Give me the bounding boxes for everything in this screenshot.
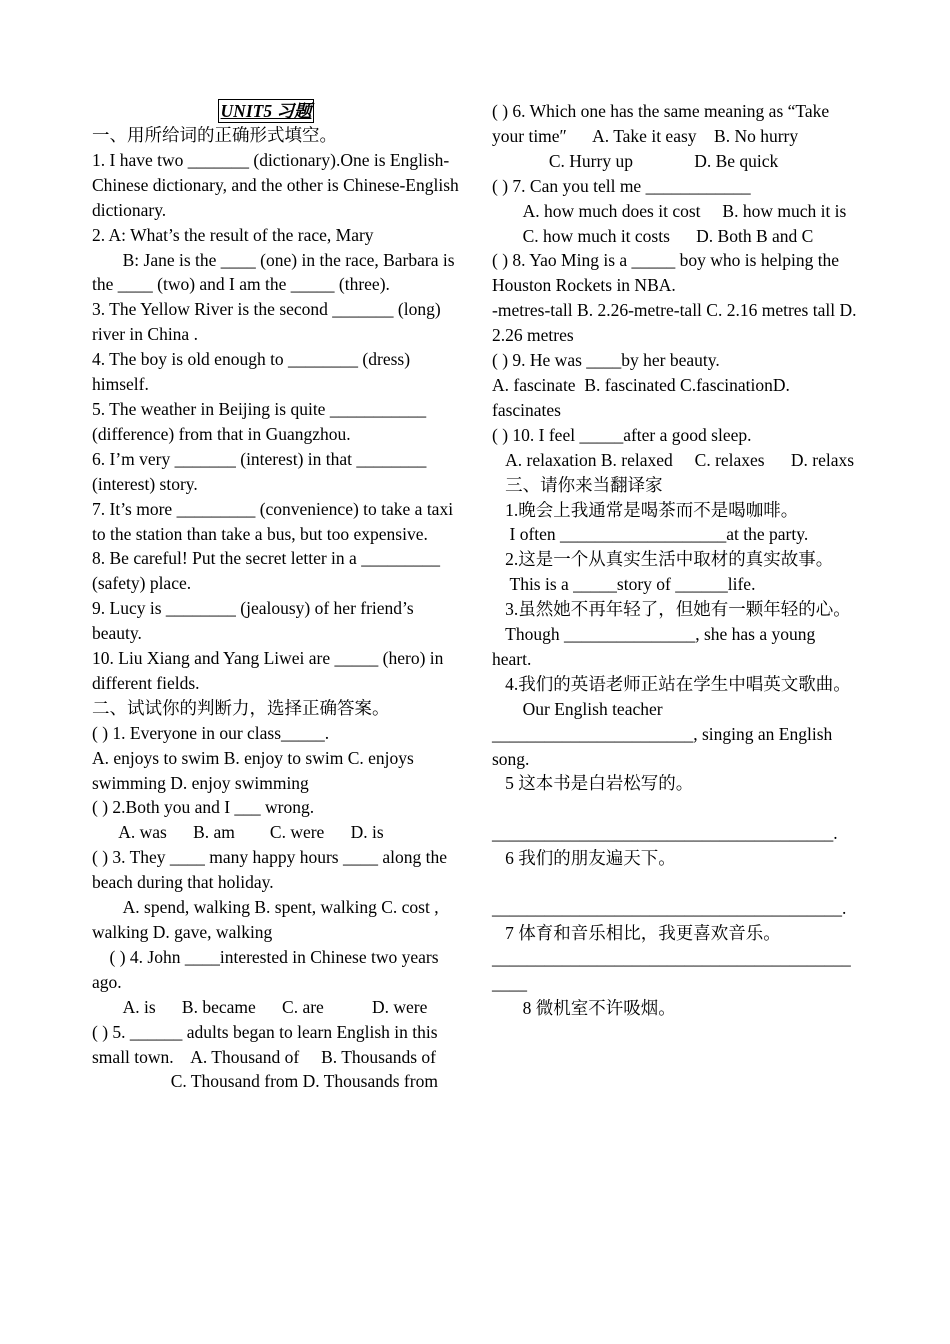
- question-2-3-options: A. spend, walking B. spent, walking C. cost , walking D. gave, walking: [92, 897, 443, 942]
- question-2-8: ( ) 8. Yao Ming is a _____ boy who is helping the Houston Rockets in NBA.: [492, 250, 844, 296]
- translation-1-english: I often ___________________at the party.: [492, 524, 809, 545]
- spacer: [492, 871, 857, 896]
- question-2-6: ( ) 6. Which one has the same meaning as “Take your time″ A. Take it easy B. No hurry: [492, 101, 834, 146]
- question-2-9: ( ) 9. He was ____by her beauty.: [492, 350, 720, 371]
- title-container: [92, 99, 440, 123]
- section-1-heading: 一、用所给词的正确形式填空。: [92, 125, 337, 145]
- question-2-7-options-b: C. how much it costs D. Both B and C: [492, 225, 814, 246]
- question-2-5: ( ) 5. ______ adults began to learn English in this small town. A. Thousand of B. Thousands of: [92, 1021, 442, 1067]
- translation-2-english: This is a _____story of ______life.: [492, 574, 756, 595]
- section-3-heading: 三、请你来当翻译家: [492, 474, 663, 495]
- translation-2-chinese: 2.这是一个从真实生活中取材的真实故事。: [492, 549, 834, 570]
- question-2-2-options: A. was B. am C. were D. is: [92, 822, 384, 843]
- question-1-8: 8. Be careful! Put the secret letter in a _________ (safety) place.: [92, 548, 445, 594]
- translation-3-english: Though _______________, she has a young heart.: [492, 624, 820, 669]
- translation-4-chinese: 4.我们的英语老师正站在学生中唱英文歌曲。: [492, 673, 851, 694]
- translation-5-chinese: 5 这本书是白岩松写的。: [492, 773, 694, 794]
- question-2-9-options: A. fascinate B. fascinated C.fascinationD. fascinates: [492, 374, 795, 420]
- question-2-1-options: A. enjoys to swim B. enjoy to swim C. enjoys swimming D. enjoy swimming: [92, 747, 419, 793]
- question-2-7: ( ) 7. Can you tell me ____________: [492, 175, 751, 196]
- translation-6-chinese: 6 我们的朋友遍天下。: [492, 848, 676, 869]
- question-2-10-options: A. relaxation B. relaxed C. relaxes D. relaxs: [492, 449, 855, 470]
- translation-7-chinese: 7 体育和音乐相比，我更喜欢音乐。: [492, 922, 781, 943]
- translation-3-chinese: 3.虽然她不再年轻了，但她有一颗年轻的心。: [492, 599, 851, 620]
- left-column: [92, 99, 464, 1094]
- translation-4-english: Our English teacher _______________________, singing an English song.: [492, 698, 837, 769]
- translation-1-chinese: 1.晚会上我通常是喝茶而不是喝咖啡。: [492, 499, 799, 520]
- question-2-8-options: -metres-tall B. 2.26-metre-tall C. 2.16 metres tall D. 2.26 metres: [492, 300, 861, 346]
- question-2-7-options-a: A. how much does it cost B. how much it is: [492, 200, 847, 221]
- question-2-5-options: C. Thousand from D. Thousands from: [92, 1071, 438, 1092]
- question-2-6-options: C. Hurry up D. Be quick: [492, 150, 779, 171]
- translation-5-answer-line: _______________________________________.: [492, 823, 838, 844]
- section-2-heading: 二、试试你的判断力，选择正确答案。: [92, 697, 390, 718]
- question-2-4: ( ) 4. John ____interested in Chinese two years ago.: [92, 946, 443, 992]
- translation-7-answer-line: _____________________________________________: [492, 947, 851, 993]
- question-1-1: 1. I have two _______ (dictionary).One is English-Chinese dictionary, and the other is Chinese-English dictionary.: [92, 149, 464, 220]
- question-1-4: 4. The boy is old enough to ________ (dress) himself.: [92, 349, 415, 395]
- question-2-2: ( ) 2.Both you and I ___ wrong.: [92, 797, 315, 818]
- question-1-2b: B: Jane is the ____ (one) in the race, Barbara is the ____ (two) and I am the _____ (three).: [92, 249, 459, 295]
- translation-6-answer-line: ________________________________________.: [492, 897, 847, 918]
- page-title: UNIT5 习题: [218, 99, 315, 123]
- translation-8-chinese: 8 微机室不许吸烟。: [492, 997, 676, 1018]
- question-2-4-options: A. is B. became C. are D. were: [92, 996, 428, 1017]
- question-2-1: ( ) 1. Everyone in our class_____.: [92, 722, 330, 743]
- question-1-9: 9. Lucy is ________ (jealousy) of her friend’s beauty.: [92, 598, 419, 644]
- question-1-10: 10. Liu Xiang and Yang Liwei are _____ (hero) in different fields.: [92, 648, 448, 693]
- question-1-3: 3. The Yellow River is the second _______ (long) river in China .: [92, 299, 446, 345]
- question-2-10: ( ) 10. I feel _____after a good sleep.: [492, 424, 752, 445]
- question-1-7: 7. It’s more _________ (convenience) to take a taxi to the station than take a bus, but too expensive.: [92, 498, 458, 544]
- question-2-3: ( ) 3. They ____ many happy hours ____ along the beach during that holiday.: [92, 847, 452, 893]
- question-1-5: 5. The weather in Beijing is quite ___________ (difference) from that in Guangzhou.: [92, 398, 431, 444]
- question-1-6: 6. I’m very _______ (interest) in that ________ (interest) story.: [92, 448, 431, 494]
- right-column: [492, 99, 861, 1021]
- question-1-2a: 2. A: What’s the result of the race, Mary: [92, 224, 374, 245]
- spacer: [492, 796, 857, 821]
